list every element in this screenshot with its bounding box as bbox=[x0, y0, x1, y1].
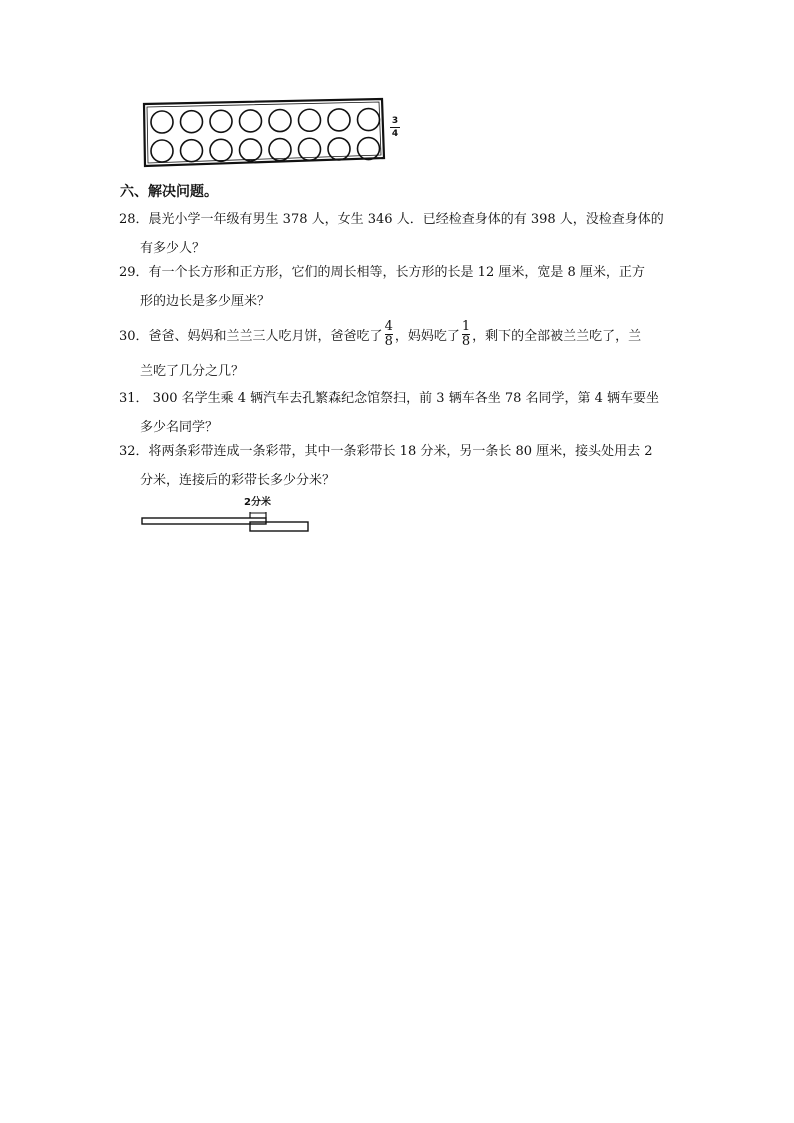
circle-item bbox=[328, 109, 350, 131]
question-number: 29． bbox=[119, 265, 149, 280]
question-text-continued: 多少名同学？ bbox=[140, 420, 219, 435]
question-text-continued: 形的边长是多少厘米？ bbox=[140, 294, 271, 309]
question-text-continued: 兰吃了几分之几？ bbox=[140, 364, 245, 379]
circle-item bbox=[299, 138, 321, 160]
circle-item bbox=[210, 110, 232, 132]
fraction-four-eighths bbox=[385, 320, 393, 349]
section-title: 六、解决问题。 bbox=[120, 184, 218, 200]
circle-item bbox=[151, 140, 173, 162]
question-number: 32． bbox=[119, 444, 149, 459]
question-number: 28． bbox=[119, 212, 149, 227]
fraction-denominator: 8 bbox=[384, 334, 393, 349]
question-30 bbox=[119, 320, 679, 386]
circle-item bbox=[358, 109, 380, 131]
question-32 bbox=[119, 437, 679, 495]
ribbon-figure bbox=[140, 498, 312, 538]
question-31 bbox=[119, 384, 679, 442]
question-text-part-a: 爸爸、妈妈和兰兰三人吃月饼，爸爸吃了 bbox=[148, 329, 383, 344]
question-text: 300 名学生乘 4 辆汽车去孔繁森纪念馆祭扫，前 3 辆车各坐 78 名同学，第 4 辆车要坐 bbox=[148, 391, 660, 406]
box-fraction-numerator: 3 bbox=[391, 116, 399, 126]
circle-item bbox=[181, 140, 203, 162]
circle-item bbox=[240, 110, 262, 132]
fraction-one-eighth bbox=[462, 320, 470, 349]
fraction-denominator: 8 bbox=[461, 334, 471, 349]
question-text: 晨光小学一年级有男生 378 人，女生 346 人．已经检查身体的有 398 人，没检查身体的 bbox=[148, 212, 664, 227]
circles-box-figure bbox=[140, 96, 388, 170]
fraction-numerator: 4 bbox=[384, 319, 393, 334]
circle-item bbox=[240, 139, 262, 161]
question-text-part-b: ，妈妈吃了 bbox=[394, 329, 460, 344]
question-text: 将两条彩带连成一条彩带，其中一条彩带长 18 分米，另一条长 80 厘米，接头处用去 2 bbox=[148, 444, 653, 459]
circle-item bbox=[269, 110, 291, 132]
question-number: 31． bbox=[119, 391, 149, 406]
question-29 bbox=[119, 258, 679, 316]
circle-item bbox=[299, 109, 321, 131]
question-number: 30． bbox=[119, 329, 149, 344]
question-text-part-c: ，剩下的全部被兰兰吃了，兰 bbox=[472, 329, 642, 344]
circle-item bbox=[358, 138, 380, 160]
circle-item bbox=[269, 139, 291, 161]
question-28 bbox=[119, 205, 679, 263]
question-text: 有一个长方形和正方形，它们的周长相等，长方形的长是 12 厘米，宽是 8 厘米，正方 bbox=[148, 265, 645, 280]
circle-item bbox=[151, 111, 173, 133]
circle-item bbox=[181, 111, 203, 133]
ribbon-overlap-label: 2分米 bbox=[244, 497, 271, 508]
box-fraction-denominator: 4 bbox=[391, 129, 399, 139]
circle-grid bbox=[151, 109, 380, 162]
fraction-numerator: 1 bbox=[461, 319, 471, 334]
circle-item bbox=[210, 139, 232, 161]
box-fraction-label bbox=[390, 116, 400, 139]
ribbon-left-strip bbox=[142, 518, 266, 524]
question-text-continued: 分米，连接后的彩带长多少分米？ bbox=[140, 473, 336, 488]
question-text-continued: 有多少人？ bbox=[140, 241, 206, 256]
